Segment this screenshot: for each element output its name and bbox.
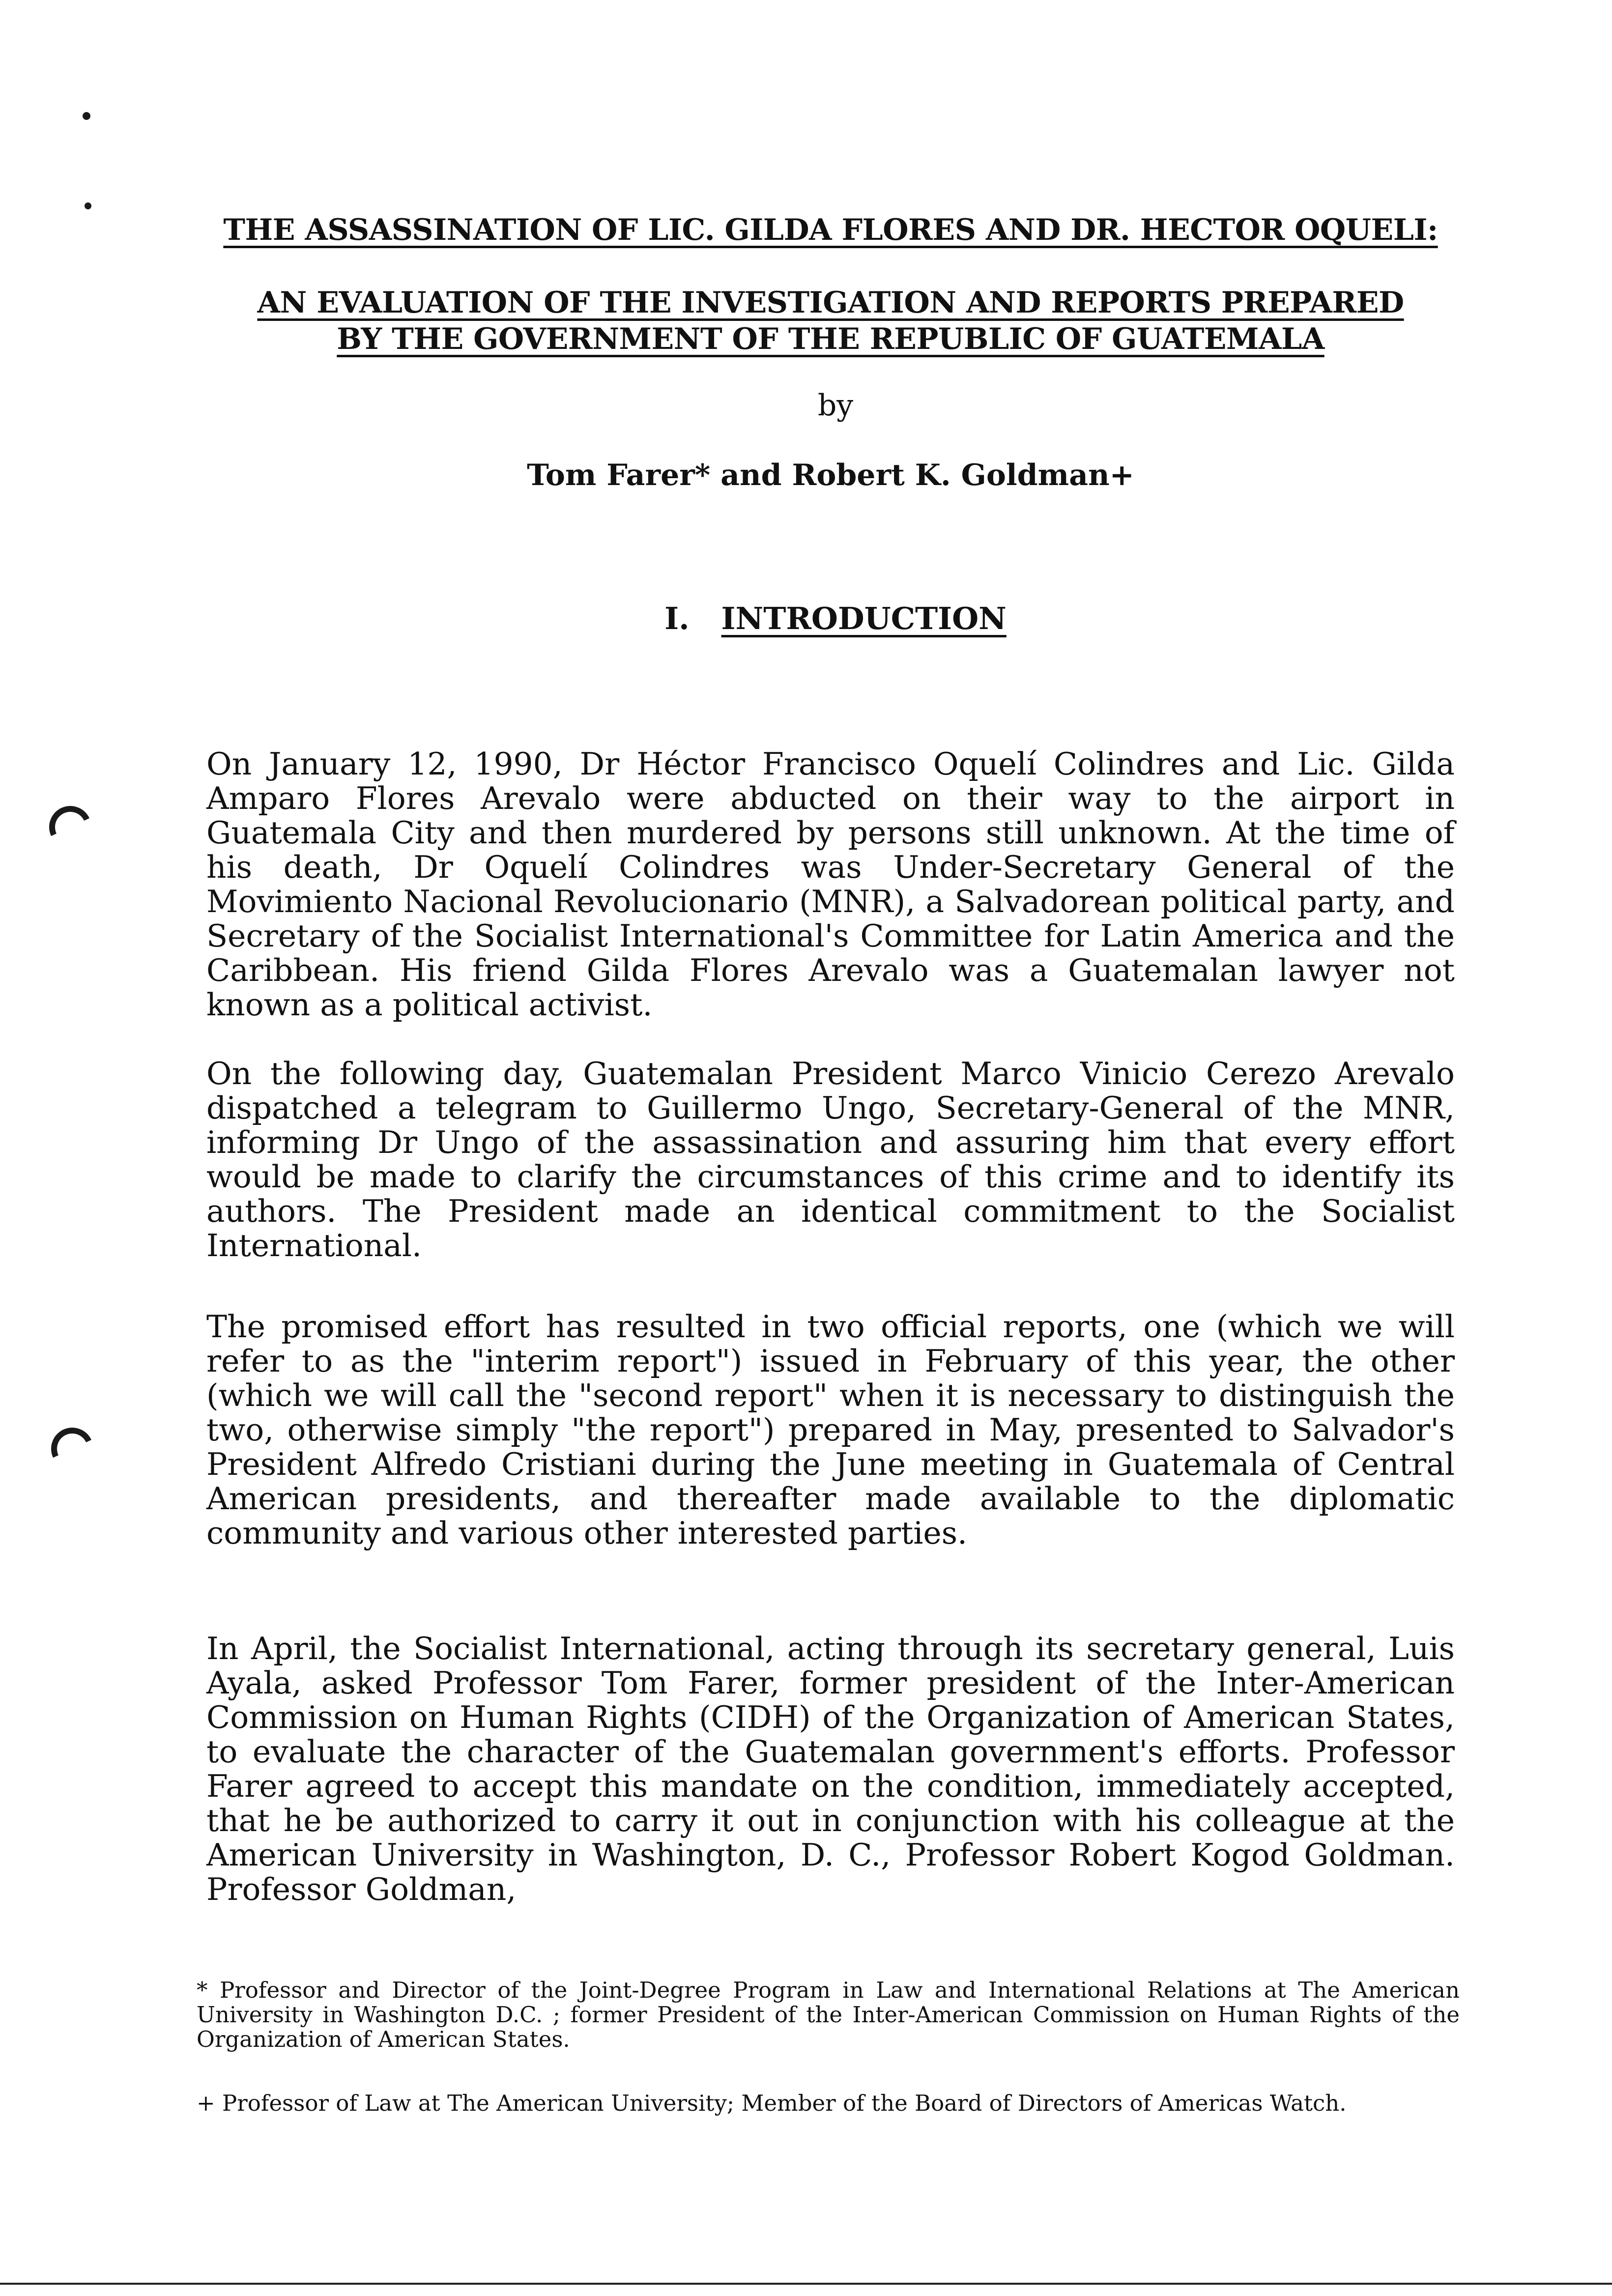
footnote-1: * Professor and Director of the Joint-Degree Program in Law and International Relations at The American University in Washington D.C. ; former President of the Inter-American Commission on Human Rights of the Organization of American States. — [197, 1977, 1460, 2052]
punch-hole-mark — [45, 1422, 99, 1476]
section-number: I. — [664, 601, 690, 636]
punch-hole-mark — [43, 800, 97, 854]
section-title: INTRODUCTION — [721, 601, 1007, 636]
section-heading — [541, 601, 1130, 636]
scan-dot-mark — [85, 202, 91, 209]
authors: Tom Farer* and Robert K. Goldman+ — [527, 458, 1134, 492]
footnote-2: + Professor of Law at The American University; Member of the Board of Directors of Americas Watch. — [197, 2090, 1347, 2116]
paragraph-4: In April, the Socialist International, acting through its secretary general, Luis Ayala, asked Professor Tom Farer, former president of the Inter-American Commission on Human Rights (CIDH) of the Organization of American States, to evaluate the character of the Guatemalan government's efforts. Professor Farer agreed to accept this mandate on the condition, immediately accepted, that he be authorized to carry it out in conjunction with his colleague at the American University in Washington, D. C., Professor Robert Kogod Goldman. Professor Goldman, — [206, 1631, 1455, 1907]
byline: by — [817, 388, 854, 423]
document-title-line-3: BY THE GOVERNMENT OF THE REPUBLIC OF GUATEMALA — [337, 322, 1324, 356]
paragraph-2: On the following day, Guatemalan President Marco Vinicio Cerezo Arevalo dispatched a telegram to Guillermo Ungo, Secretary-General of the MNR, informing Dr Ungo of the assassination and assuring him that every effort would be made to clarify the circumstances of this crime and to identify its authors. The President made an identical commitment to the Socialist International. — [206, 1056, 1455, 1263]
scan-dot-mark — [83, 112, 90, 120]
document-title-line-1: THE ASSASSINATION OF LIC. GILDA FLORES AND DR. HECTOR OQUELI: — [223, 213, 1438, 247]
paragraph-3: The promised effort has resulted in two official reports, one (which we will refer to as the "interim report") issued in February of this year, the other (which we will call the "second report" when it is necessary to distinguish the two, otherwise simply "the report") prepared in May, presented to Salvador's President Alfredo Cristiani during the June meeting in Guatemala of Central American presidents, and thereafter made available to the diplomatic community and various other interested parties. — [206, 1309, 1455, 1551]
bottom-scan-line — [0, 2283, 1612, 2285]
paragraph-1: On January 12, 1990, Dr Héctor Francisco Oquelí Colindres and Lic. Gilda Amparo Flores Arevalo were abducted on their way to the airport in Guatemala City and then murdered by persons still unknown. At the time of his death, Dr Oquelí Colindres was Under-Secretary General of the Movimiento Nacional Revolucionario (MNR), a Salvadorean political party, and Secretary of the Socialist International's Committee for Latin America and the Caribbean. His friend Gilda Flores Arevalo was a Guatemalan lawyer not known as a political activist. — [206, 746, 1455, 1023]
document-title-line-2: AN EVALUATION OF THE INVESTIGATION AND REPORTS PREPARED — [257, 286, 1404, 320]
